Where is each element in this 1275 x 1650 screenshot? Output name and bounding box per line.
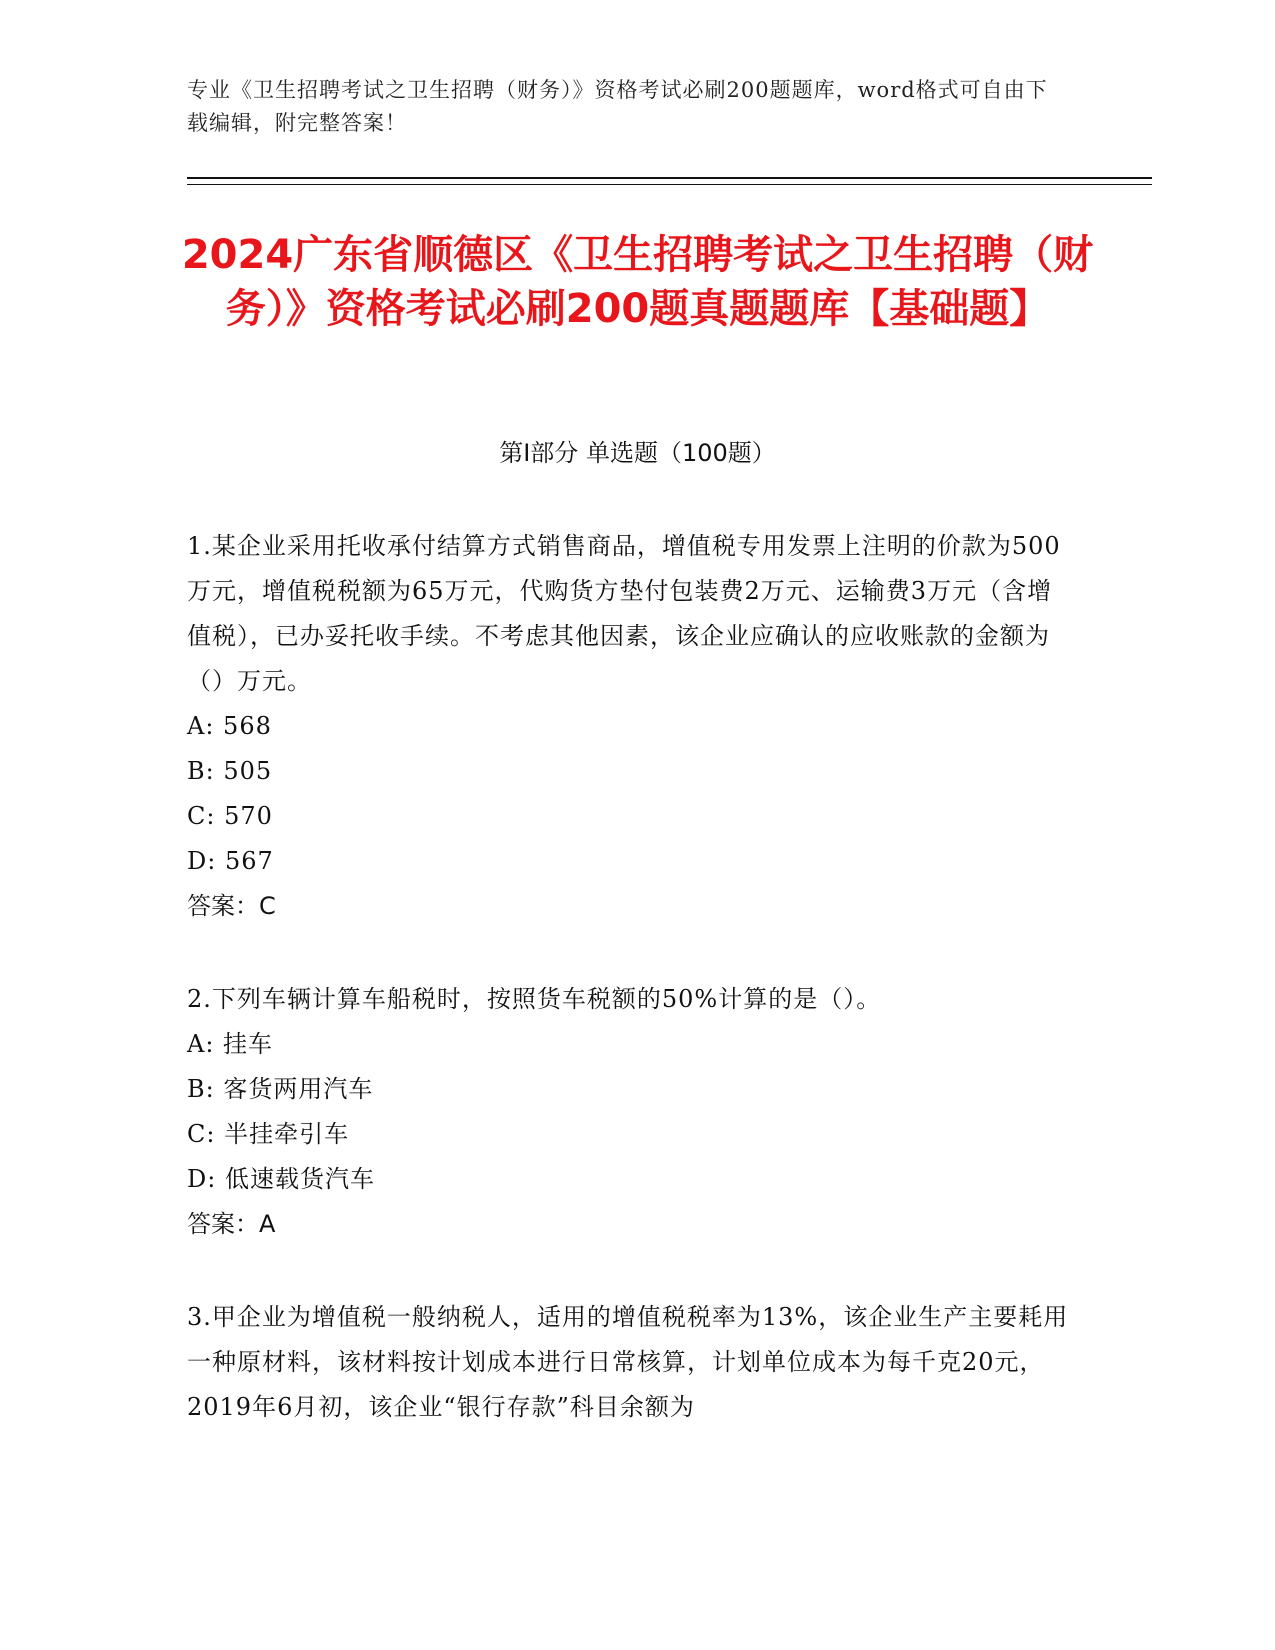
document-title: 2024广东省顺德区《卫生招聘考试之卫生招聘（财务）》资格考试必刷200题真题题库【基础题】 xyxy=(181,232,1094,332)
header-divider-thin xyxy=(187,184,1152,185)
option-d: D: 567 xyxy=(187,847,274,875)
question-stem: 3.甲企业为增值税一般纳税人，适用的增值税税率为13%，该企业生产主要耗用一种原材料，该材料按计划成本进行日常核算，计划单位成本为每千克20元，2019年6月初，该企业“银行存款”科目余额为 xyxy=(187,1303,1069,1421)
answer-line: 答案：A xyxy=(187,1210,276,1238)
header-note: 专业《卫生招聘考试之卫生招聘（财务）》资格考试必刷200题题库，word格式可自由下载编辑，附完整答案！ xyxy=(187,78,1048,135)
question-2 xyxy=(187,977,1077,1247)
option-d: D: 低速载货汽车 xyxy=(187,1165,375,1193)
question-3 xyxy=(187,1295,1077,1430)
answer-line: 答案：C xyxy=(187,892,276,920)
header-divider xyxy=(187,177,1152,179)
option-b: B: 505 xyxy=(187,757,273,785)
section-heading: 第I部分 单选题（100题） xyxy=(499,439,776,467)
question-1 xyxy=(187,524,1077,929)
option-c: C: 半挂牵引车 xyxy=(187,1120,350,1148)
question-stem: 1.某企业采用托收承付结算方式销售商品，增值税专用发票上注明的价款为500万元，增值税税额为65万元，代购货方垫付包装费2万元、运输费3万元（含增值税），已办妥托收手续。不考虑其他因素，该企业应确认的应收账款的金额为（）万元。 xyxy=(187,532,1061,695)
question-stem: 2.下列车辆计算车船税时，按照货车税额的50%计算的是（）。 xyxy=(187,985,882,1013)
option-c: C: 570 xyxy=(187,802,273,830)
option-b: B: 客货两用汽车 xyxy=(187,1075,374,1103)
option-a: A: 挂车 xyxy=(187,1030,274,1058)
option-a: A: 568 xyxy=(187,712,272,740)
